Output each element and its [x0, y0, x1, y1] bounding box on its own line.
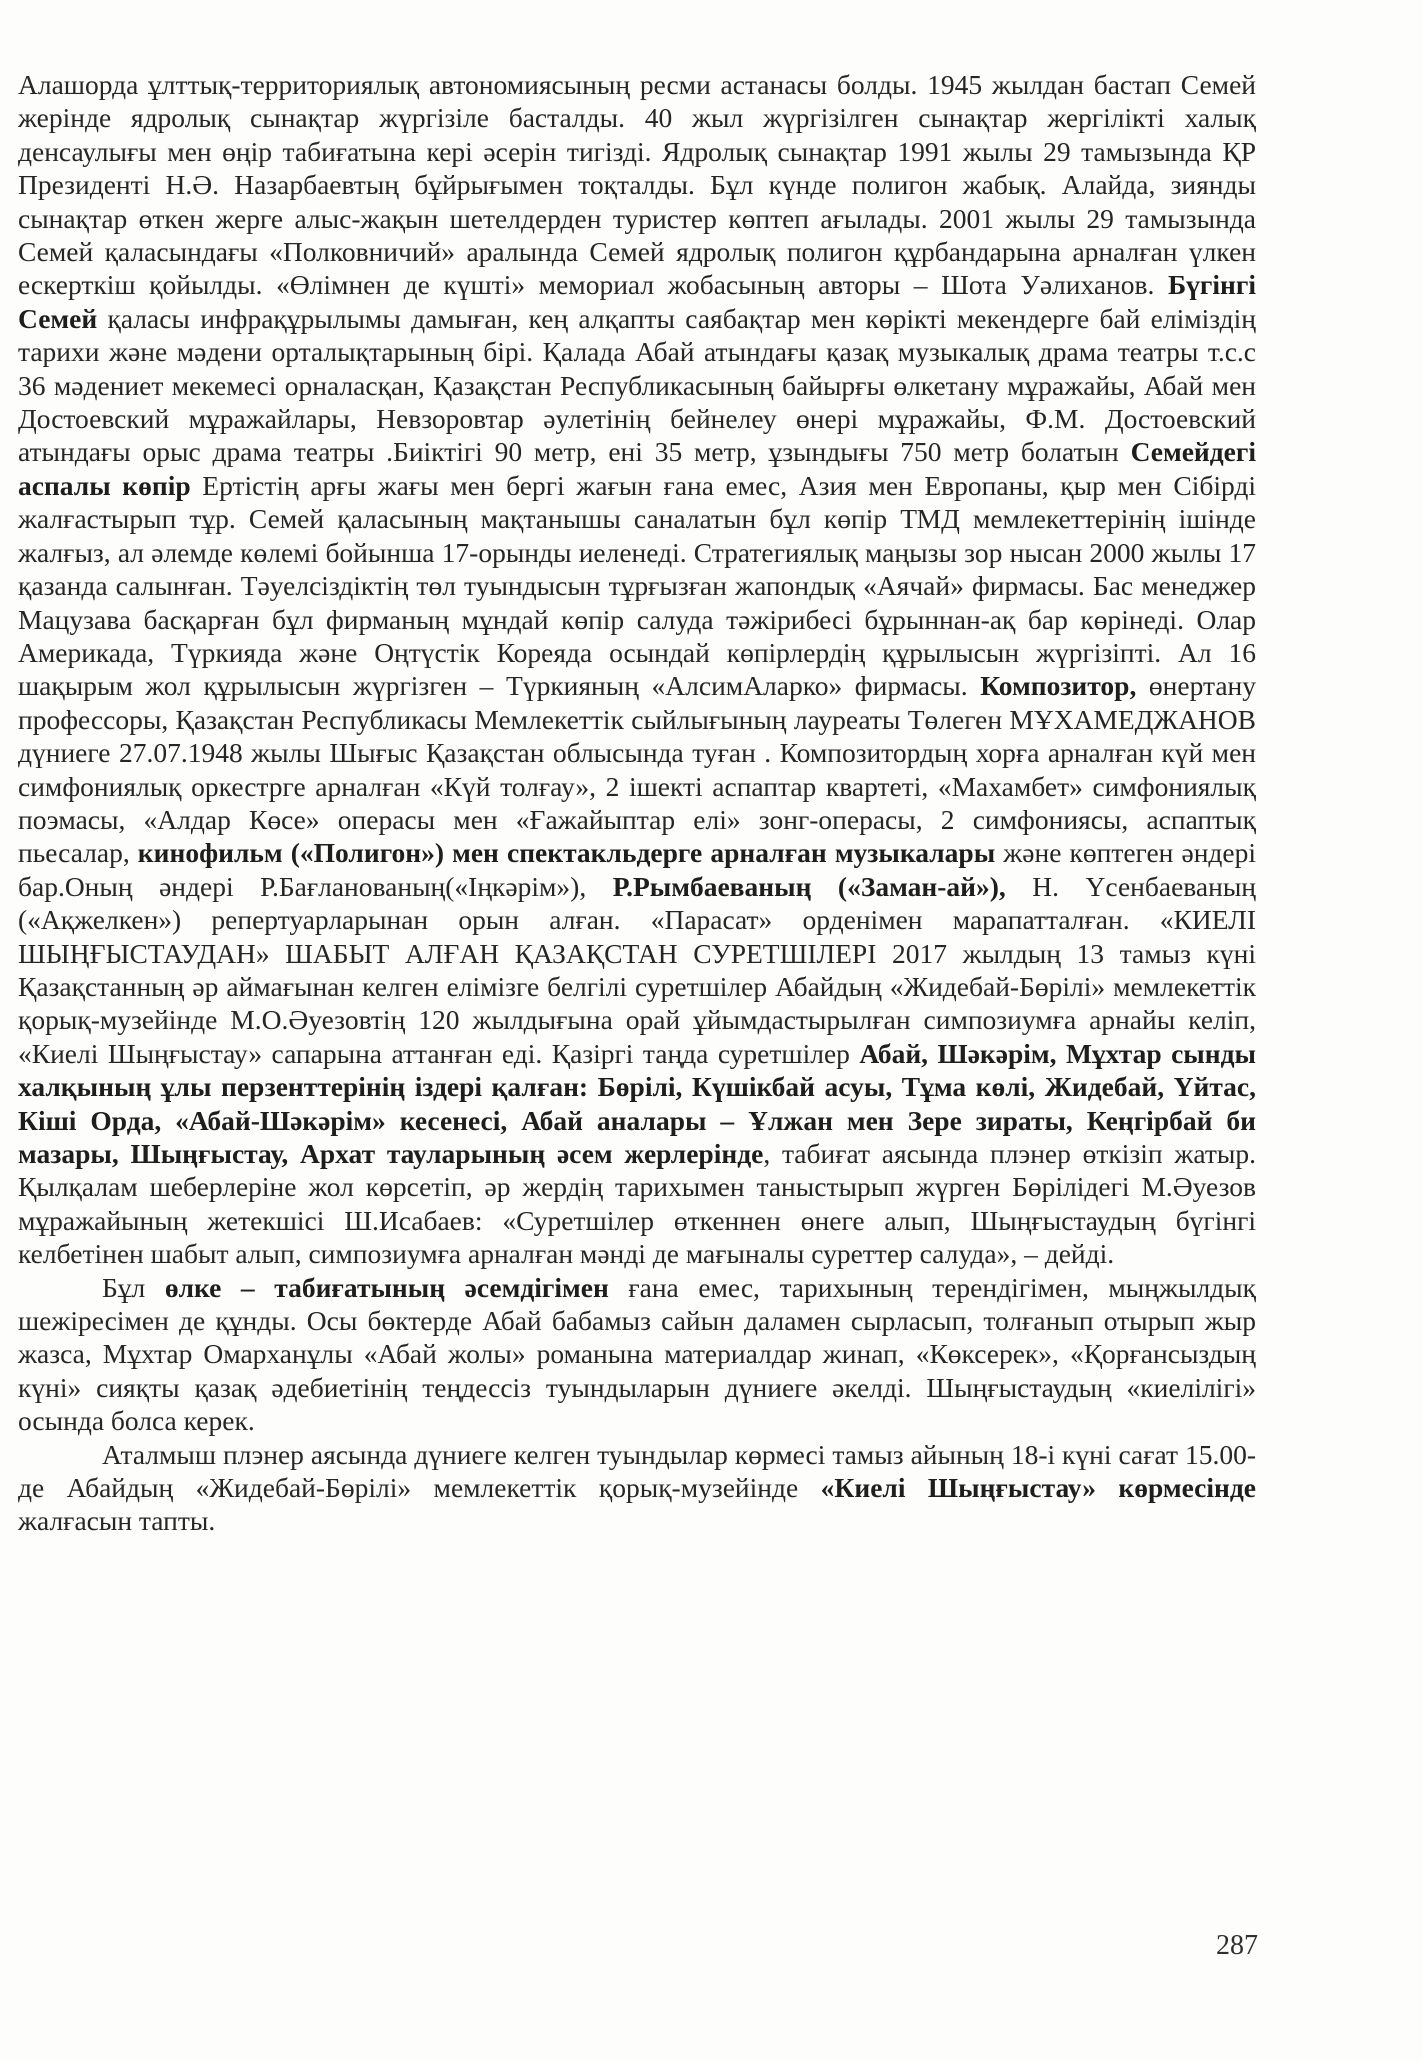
page-number: 287: [1216, 1930, 1258, 1961]
text-segment: Бұл: [102, 1271, 146, 1303]
bold-segment-rymbaeva: Р.Рымбаеваның («Заман-ай»),: [612, 870, 1006, 902]
page-body: [18, 68, 1256, 1538]
paragraph-region-nature: [18, 1271, 1256, 1438]
text-segment: қаласы инфрақұрылымы дамыған, кең алқапты саябақтар мен көрікті мекендерге бай еліміздің тарихи және мәдени орталықтарының бірі. Қалада Абай атындағы қазақ музыкалық драма театры т.с.с 36 мәдениет мекемесі орналасқан, Қазақстан Республикасының байырғы өлкетану мұражайы, Абай мен Достоевский мұражайлары, Невзоровтар әулетінің бейнелеу өнері мұражайы, Ф.М. Достоевский атындағы орыс драма театры .Биіктігі 90 метр, ені 35 метр, ұзындығы 750 метр болатын: [18, 302, 1256, 468]
text-segment: Аталмыш плэнер аясында дүниеге келген туындылар көрмесі тамыз айының 18-і күні сағат 15.00-де Абайдың «Жидебай-Бөрілі» мемлекеттік қорық-музейінде: [18, 1438, 1256, 1504]
text-segment: және көптеген әндері бар.Оның әндері Р.Бағланованың(«Іңкәрім»),: [18, 837, 1256, 902]
bold-segment-nature: өлке – табиғатының әсемдігімен: [164, 1271, 609, 1303]
bold-segment-places: Абай, Шәкәрім, Мұхтар сынды халқының ұлы перзенттерінің іздері қалған: Бөрілі, Күшікбай асуы, Тұма көлі, Жидебай, Үйтас, Кіші Орда, «Абай-Шәкәрім» кесенесі, Абай аналары – Ұлжан мен Зере зираты, Кеңгірбай би мазары, Шыңғыстау, Архат тауларының әсем жерлерінде: [18, 1037, 1256, 1169]
text-segment: , табиғат аясында плэнер өткізіп жатыр. Қылқалам шеберлеріне жол көрсетіп, әр жердің тарихымен таныстырып жүрген Бөрілідегі М.Әуезов мұражайының жетекшісі Ш.Исабаев: «Суретшілер өткеннен өнеге алып, Шыңғыстаудың бүгінгі келбетінен шабыт алып, симпозиумға арналған мәнді де мағыналы суреттер салуда», – дейді.: [18, 1138, 1257, 1270]
text-segment: жалғасын тапты.: [18, 1505, 216, 1537]
paragraph-exhibition: [18, 1438, 1256, 1538]
text-segment: ғана емес, тарихының терендігімен, мыңжылдық шежіресімен де құнды. Осы бөктерде Абай бабамыз сайын даламен сырласып, толғанып отырып жыр жазса, Мұхтар Омарханұлы «Абай жолы» романына материалдар жинап, «Көксерек», «Қорғансыздың күні» сияқты қазақ әдебиетінің теңдессіз туындыларын дүниеге әкелді. Шыңғыстаудың «киелілігі» осында болса керек.: [18, 1271, 1257, 1437]
bold-segment-bugingi-semey: Бүгінгі Семей: [18, 269, 1257, 334]
text-segment: өнертану профессоры, Қазақстан Республикасы Мемлекеттік сыйлығының лауреаты Төлеген МҰХАМЕДЖАНОВ дүниеге 27.07.1948 жылы Шығыс Қазақстан облысында туған . Композитордың хорға арналған күй мен симфониялық оркестрге арналған «Күй толғау», 2 ішекті аспаптар квартеті, «Махамбет» симфониялық поэмасы, «Алдар Көсе» операсы мен «Ғажайыптар елі» зонг-операсы, 2 симфониясы, аспаптық пьесалар,: [18, 670, 1257, 869]
bold-segment-bridge: Семейдегі аспалы көпір: [18, 436, 1256, 501]
text-segment: Ертістің арғы жағы мен бергі жағын ғана емес, Азия мен Европаны, қыр мен Сібірді жалғастырып тұр. Семей қаласының мақтанышы саналатын бұл көпір ТМД мемлекеттерінің ішінде жалғыз, ал әлемде көлемі бойынша 17-орынды иеленеді. Стратегиялық маңызы зор нысан 2000 жылы 17 қазанда салынған. Тәуелсіздіктің төл туындысын тұрғызған жапондық «Аячай» фирмасы. Бас менеджер Мацузава басқарған бұл фирманың мұндай көпір салуда тәжірибесі бұрыннан-ақ бар көрінеді. Олар Америкада, Түркияда және Оңтүстік Кореяда осындай көпірлердің құрылысын жүргізіпті. Ал 16 шақырым жол құрылысын жүргізген – Түркияның «АлсимАларко» фирмасы.: [18, 469, 1257, 702]
bold-segment-exhibition: «Киелі Шыңғыстау» көрмесінде: [820, 1472, 1256, 1504]
paragraph-semey-history: [18, 68, 1256, 1271]
text-segment: Н. Үсенбаеваның («Ақжелкен») репертуарларынан орын алған. «Парасат» орденімен марапатталған. «КИЕЛІ ШЫҢҒЫСТАУДАН» ШАБЫТ АЛҒАН ҚАЗАҚСТАН СУРЕТШІЛЕРІ 2017 жылдың 13 тамыз күні Қазақстанның әр аймағынан келген елімізге белгілі суретшілер Абайдың «Жидебай-Бөрілі» мемлекеттік қорық-музейінде М.О.Әуезовтің 120 жылдығына орай ұйымдастырылған симпозиумға арнайы келіп, «Киелі Шыңғыстау» сапарына аттанған еді. Қазіргі таңда суретшілер: [18, 870, 1257, 1069]
text-segment: Алашорда ұлттық-территориялық автономиясының ресми астанасы болды. 1945 жылдан бастап Семей жерінде ядролық сынақтар жүргізіле басталды. 40 жыл жүргізілген сынақтар жергілікті халық денсаулығы мен өңір табиғатына кері әсерін тигізді. Ядролық сынақтар 1991 жылы 29 тамызында ҚР Президенті Н.Ә. Назарбаевтың бұйрығымен тоқталды. Бұл күнде полигон жабық. Алайда, зиянды сынақтар өткен жерге алыс-жақын шетелдерден туристер көптеп ағылады. 2001 жылы 29 тамызында Семей қаласындағы «Полковничий» аралында Семей ядролық полигон құрбандарына арналған үлкен ескерткіш қойылды. «Өлімнен де күшті» мемориал жобасының авторы – Шота Уәлиханов.: [18, 69, 1256, 301]
bold-segment-film-music: кинофильм («Полигон») мен спектакльдерге арналған музыкалары: [137, 837, 996, 869]
bold-segment-composer: Композитор,: [980, 670, 1137, 702]
